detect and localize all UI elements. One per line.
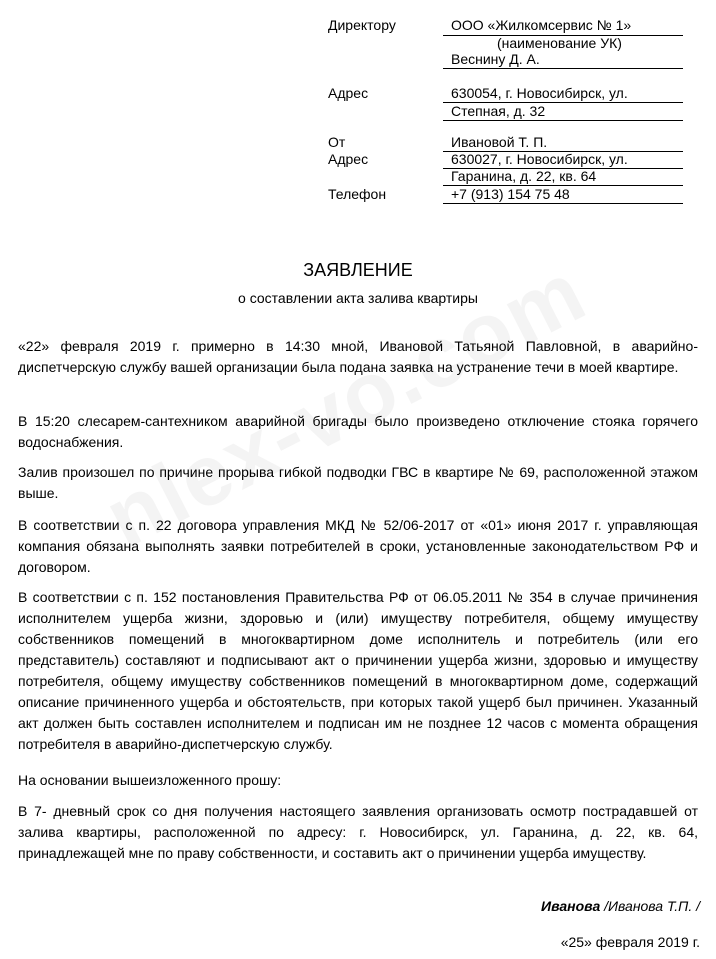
paragraph-3: Залив произошел по причине прорыва гибкой подводки ГВС в квартире № 69, расположенной этажом выше. [18,464,698,501]
paragraph-4: В соответствии с п. 22 договора управления МКД № 52/06-2017 от «01» июня 2017 г. управляющая компания обязана выполнять заявки потребителей в сроки, установленные законодательством РФ и договором. [18,517,698,575]
director-label: Директору [328,17,396,33]
document-subtitle: о составлении акта залива квартиры [238,290,478,306]
org-hint: (наименование УК) [497,35,622,51]
from-address-label: Адрес [328,151,369,167]
phone-underline [443,203,683,204]
paragraph-5: В соответствии с п. 152 постановления Правительства РФ от 06.05.2011 № 354 в случае причинения исполнителем ущерба жизни, здоровью и (или) имуществу потребителя, общему имуществу собственников помещений в многоквартирном доме исполнитель и потребитель (или его представитель) составляют и подписывают акт о причинении ущерба жизни, здоровью и имуществу потребителя, общему имуществу собственников помещений в многоквартирном доме, содержащий описание причиненного ущерба и обстоятельств, при которых такой ущерб был причинен. Указанный акт должен быть составлен исполнителем и подписан им не позднее 12 часов с момента обращения потребителя в аварийно-диспетчерскую службу. [18,589,698,752]
director-name: Веснину Д. А. [451,51,540,67]
paragraph-2: В 15:20 слесарем-сантехником аварийной бригады было произведено отключение стояка горячего водоснабжения. [18,413,698,450]
director-name-underline [443,68,683,69]
phone-value: +7 (913) 154 75 48 [451,186,570,202]
from-label: От [328,134,346,150]
org-name: ООО «Жилкомсервис № 1» [451,17,632,33]
org-address-line2: Степная, д. 32 [451,103,546,119]
signature: Иванова [541,898,601,914]
signature-decoder: /Иванова Т.П. / [604,898,700,914]
paragraph-7: В 7- дневный срок со дня получения настоящего заявления организовать осмотр пострадавшей от залива квартиры, расположенной по адресу: г. Новосибирск, ул. Гаранина, д. 22, кв. 64, принадлежащей мне по праву собственности, и составить акт о причинении ущерба имуществу. [18,803,698,861]
paragraph-6: На основании вышеизложенного прошу: [18,772,282,788]
document-title: ЗАЯВЛЕНИЕ [303,260,413,280]
from-address-line1: 630027, г. Новосибирск, ул. [451,151,628,167]
phone-label: Телефон [328,186,387,202]
org-address-line1: 630054, г. Новосибирск, ул. [451,85,628,101]
document-date: «25» февраля 2019 г. [560,934,700,950]
from-address-line2: Гаранина, д. 22, кв. 64 [451,168,597,184]
from-name: Ивановой Т. П. [451,134,548,150]
org-address-underline-2 [443,120,683,121]
address-label: Адрес [328,85,369,101]
paragraph-1: «22» февраля 2019 г. примерно в 14:30 мной, Ивановой Татьяной Павловной, в аварийно-диспетчерскую службу вашей организации была подана заявка на устранение течи в моей квартире. [18,338,698,375]
signature-block [541,898,700,915]
